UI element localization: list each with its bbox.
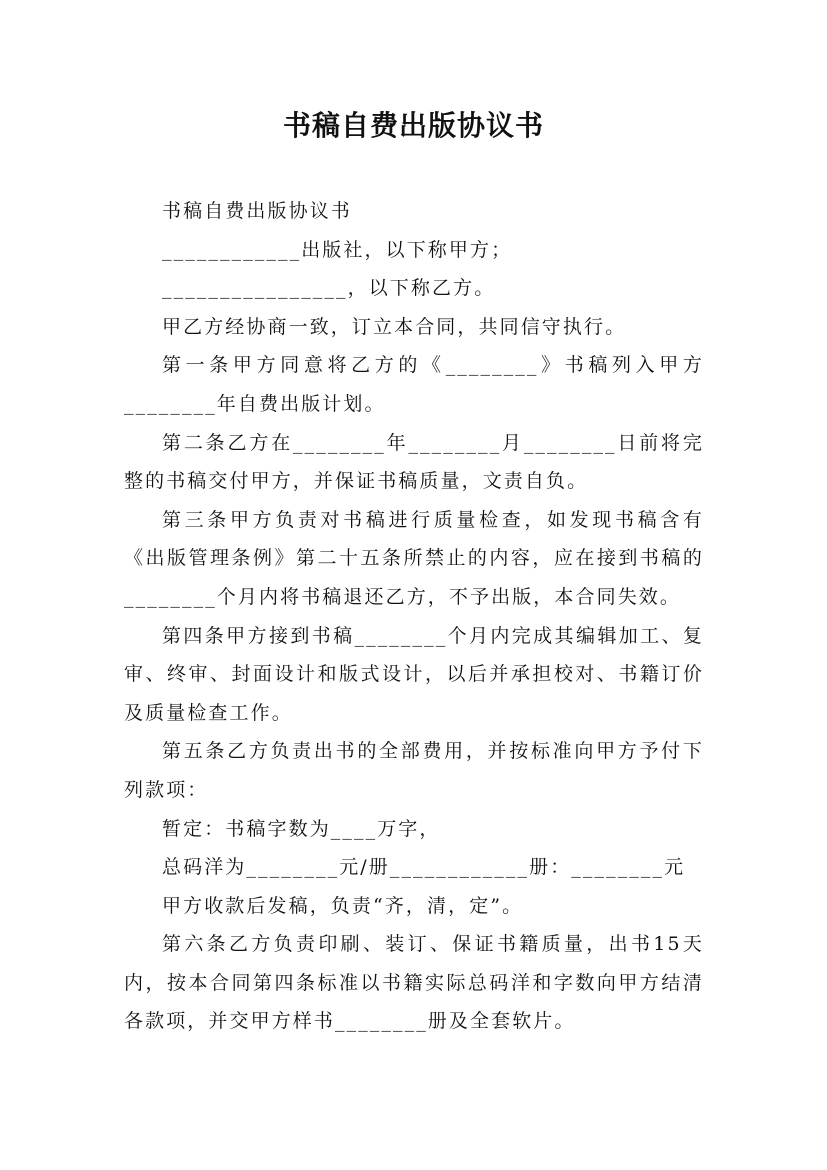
paragraph-article-4: 第四条甲方接到书稿________个月内完成其编辑加工、复审、终审、封面设计和版式设计，以后并承担校对、书籍订价及质量检查工作。: [124, 624, 704, 724]
paragraph-article-2: 第二条乙方在________年________月________日前将完整的书稿交付甲方，并保证书稿质量，文责自负。: [124, 431, 704, 493]
paragraph-party-a: ____________出版社，以下称甲方；: [162, 238, 513, 261]
document-title: 书稿自费出版协议书: [282, 109, 544, 142]
paragraph-article-5: 第五条乙方负责出书的全部费用，并按标准向甲方予付下列款项：: [124, 740, 704, 801]
paragraph-price: 总码洋为________元/册____________册：________元: [162, 856, 686, 879]
document-body: [124, 192, 704, 1041]
paragraph-payment: 甲方收款后发稿，负责“齐，清，定”。: [162, 894, 524, 917]
paragraph-party-b: ________________，以下称乙方。: [162, 277, 496, 300]
paragraph-article-1: 第一条甲方同意将乙方的《________》书稿列入甲方________年自费出版计划。: [124, 354, 704, 415]
paragraph-article-3: 第三条甲方负责对书稿进行质量检查，如发现书稿含有《出版管理条例》第二十五条所禁止的内容，应在接到书稿的________个月内将书稿退还乙方，不予出版，本合同失效。: [124, 508, 704, 608]
paragraph-agreement: 甲乙方经协商一致，订立本合同，共同信守执行。: [162, 315, 627, 338]
paragraph-word-count: 暂定：书稿字数为____万字，: [162, 817, 441, 840]
paragraph-subtitle: 书稿自费出版协议书: [162, 200, 352, 222]
paragraph-article-6: 第六条乙方负责印刷、装订、保证书籍质量，出书15天内，按本合同第四条标准以书籍实际总码洋和字数向甲方结清各款项，并交甲方样书________册及全套软片。: [124, 933, 704, 1033]
